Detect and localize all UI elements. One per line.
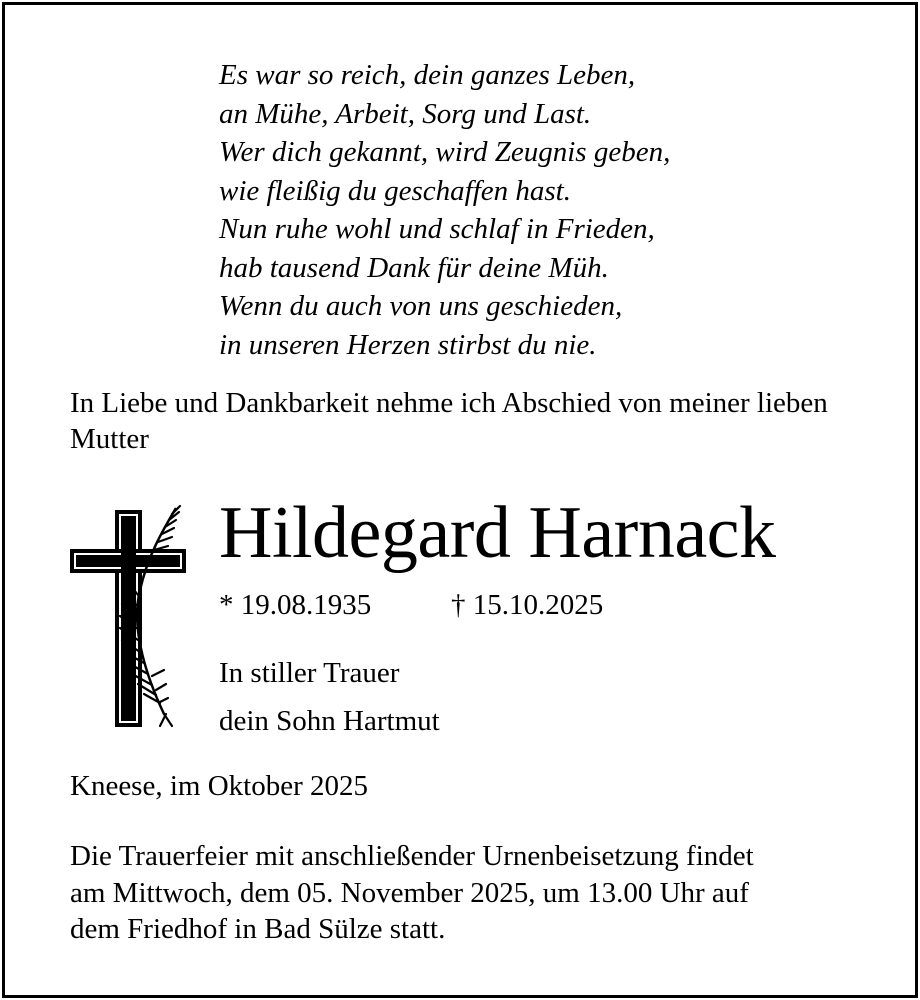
funeral-line: dem Friedhof in Bad Sülze statt. bbox=[70, 913, 446, 945]
funeral-line: Die Trauerfeier mit anschließender Urnenbeisetzung findet bbox=[70, 840, 754, 872]
poem-line: Wer dich gekannt, wird Zeugnis geben, bbox=[219, 136, 671, 168]
mourner-name: dein Sohn Hartmut bbox=[219, 705, 440, 737]
poem-line: hab tausend Dank für deine Müh. bbox=[219, 251, 609, 284]
death-date: † 15.10.2025 bbox=[451, 589, 604, 621]
mourning-line: In stiller Trauer bbox=[219, 657, 400, 689]
poem-line: Nun ruhe wohl und schlaf in Frieden, bbox=[219, 213, 655, 245]
life-dates bbox=[219, 587, 604, 623]
poem-line: wie fleißig du geschaffen hast. bbox=[219, 174, 571, 207]
funeral-details bbox=[70, 838, 870, 948]
poem-line: Wenn du auch von uns geschieden, bbox=[219, 290, 623, 322]
deceased-name: Hildegard Harnack bbox=[219, 492, 776, 574]
poem-line: in unseren Herzen stirbst du nie. bbox=[219, 328, 597, 361]
poem-line: an Mühe, Arbeit, Sorg und Last. bbox=[219, 97, 592, 130]
farewell-intro: In Liebe und Dankbarkeit nehme ich Abschied von meiner lieben Mutter bbox=[70, 387, 828, 455]
cross-with-palm-branch-icon bbox=[68, 500, 188, 735]
birth-date: * 19.08.1935 bbox=[219, 589, 372, 621]
place-and-date: Kneese, im Oktober 2025 bbox=[70, 770, 368, 802]
poem-line: Es war so reich, dein ganzes Leben, bbox=[219, 59, 636, 91]
memorial-poem bbox=[219, 56, 670, 364]
funeral-line: am Mittwoch, dem 05. November 2025, um 13.00 Uhr auf bbox=[70, 876, 749, 909]
